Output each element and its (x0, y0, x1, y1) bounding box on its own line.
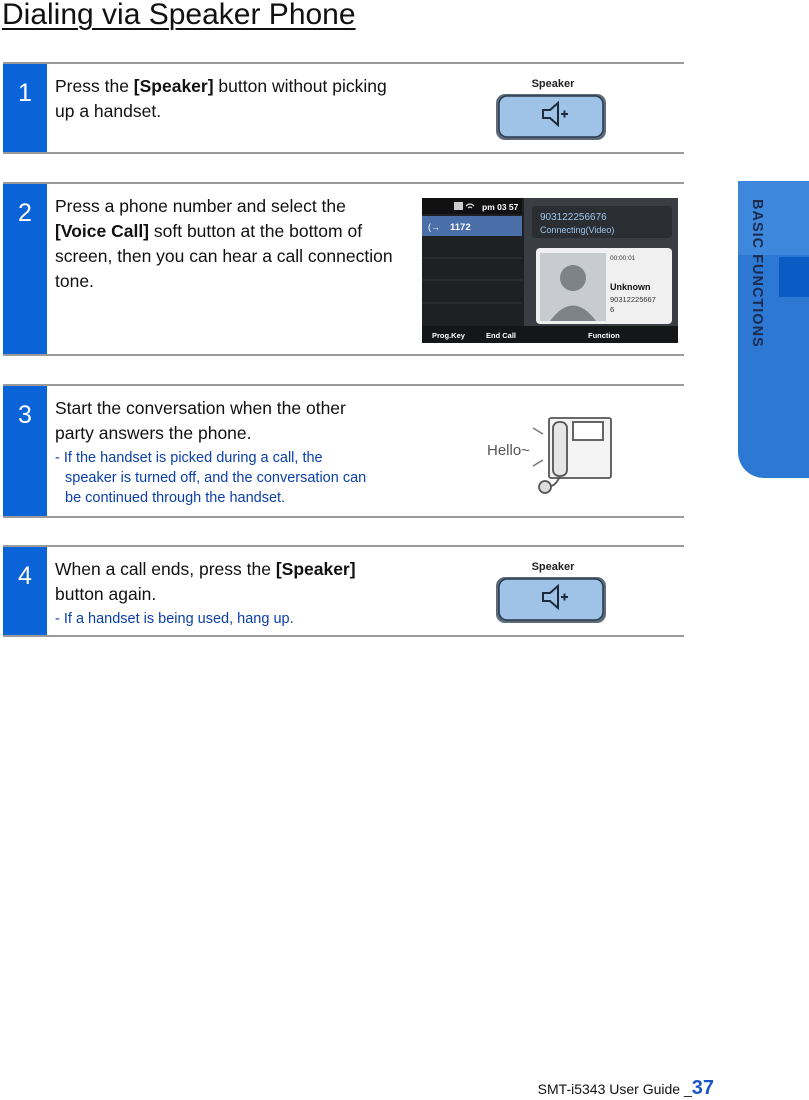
side-tab (738, 181, 809, 478)
caller-number: 90312225667 (610, 295, 656, 304)
speaker-label: Speaker (531, 561, 575, 573)
step-number: 2 (3, 184, 47, 354)
call-timer: 00:00:01 (610, 255, 636, 262)
step-text: Press the [Speaker] button without picking up a handset. (55, 76, 387, 121)
speaker-button-illustration (488, 557, 618, 627)
step-1 (3, 62, 684, 154)
guide-name: SMT-i5343 User Guide _ (537, 1081, 692, 1097)
footer (538, 1077, 714, 1100)
softkey-prog-key: Prog.Key (432, 331, 465, 340)
side-tab-label: BASIC FUNCTIONS (749, 199, 765, 348)
page-title: Dialing via Speaker Phone (2, 0, 356, 31)
caller-name: Unknown (610, 282, 651, 292)
speaker-label: Speaker (531, 78, 575, 90)
step-text: Press a phone number and select the [Voice Call] soft button at the bottom of screen, then you can hear a call connection tone. (55, 196, 393, 291)
hello-text: Hello~ (487, 442, 530, 459)
phone-screen-illustration (422, 198, 678, 343)
speaker-button-illustration (488, 74, 618, 144)
dialed-number: 903122256676 (540, 212, 607, 223)
step-note: - If the handset is picked during a call, the speaker is turned off, and the conversation can be continued through the handset. (55, 450, 367, 506)
step-text: Start the conversation when the other party answers the phone. - If the handset is picked during a call, the speaker is turned off, and the conversation can be continued through the handset. (55, 396, 415, 508)
call-status: Connecting(Video) (540, 225, 615, 235)
step-note: - If a handset is being used, hang up. (55, 611, 294, 627)
phone-icon (539, 418, 611, 493)
step-3 (3, 384, 684, 518)
page-number: 37 (691, 1077, 714, 1099)
softkey-end-call: End Call (486, 331, 517, 340)
step-2 (3, 182, 684, 356)
softkey-function: Function (588, 331, 620, 340)
step-text: When a call ends, press the [Speaker] button again. - If a handset is being used, hang up. (55, 557, 395, 629)
step-4 (3, 545, 684, 637)
extension: 1172 (450, 222, 471, 233)
call-icon: (→ (428, 222, 440, 232)
desk-phone-illustration (483, 408, 623, 498)
step-number: 4 (3, 547, 47, 635)
status-time: pm 03 57 (482, 202, 519, 212)
step-number: 3 (3, 386, 47, 516)
step-number: 1 (3, 64, 47, 152)
caller-number-cont: 6 (610, 305, 615, 314)
